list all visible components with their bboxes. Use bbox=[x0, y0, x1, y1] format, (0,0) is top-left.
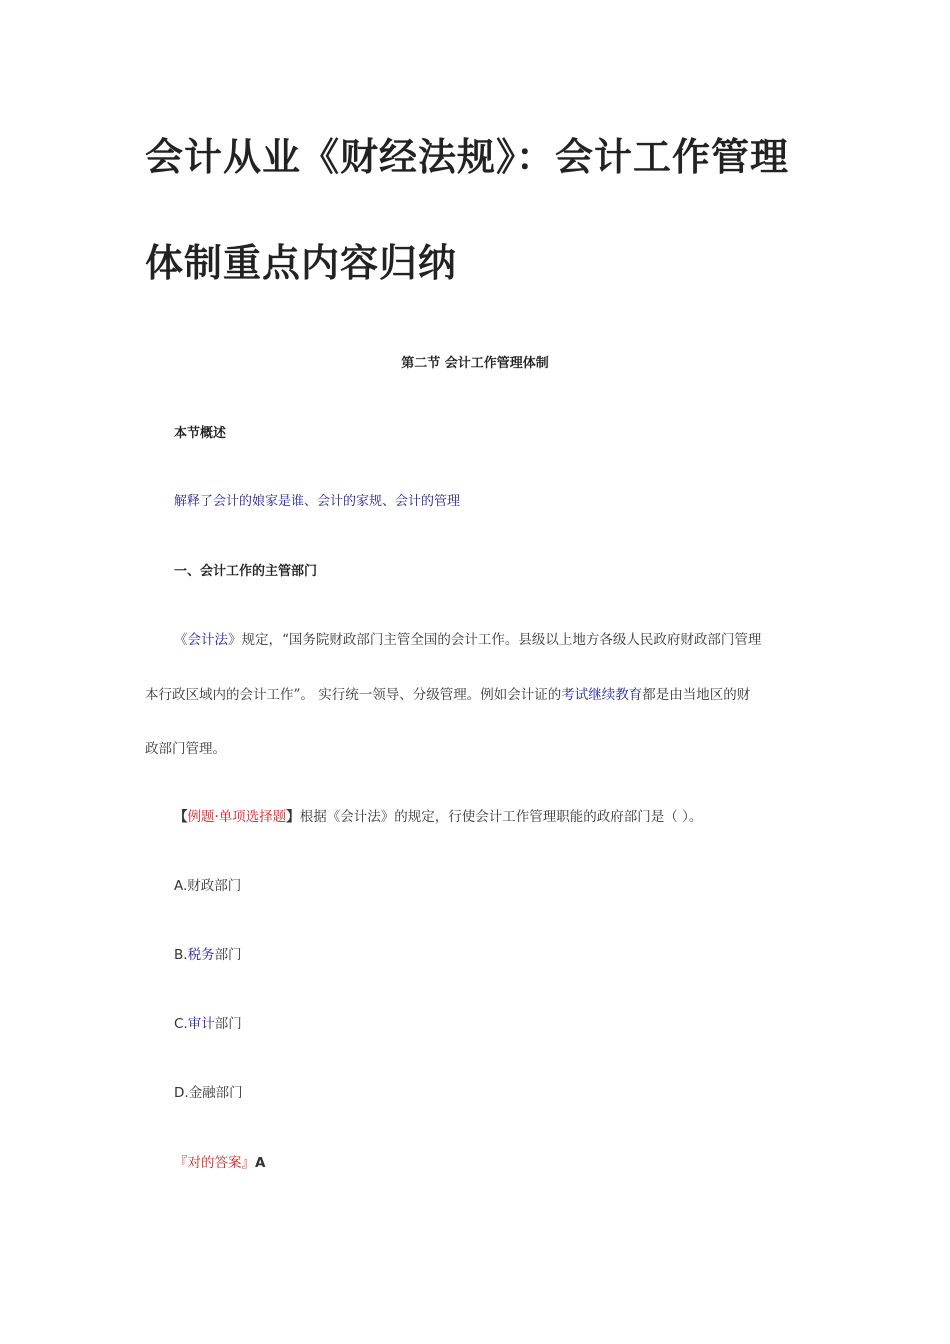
option-c bbox=[174, 1012, 242, 1032]
part1-para-line-2 bbox=[145, 683, 750, 703]
option-b bbox=[174, 943, 242, 963]
question-stem bbox=[174, 805, 702, 825]
bracket-open: 【 bbox=[174, 809, 188, 825]
tax-link[interactable]: 税务 bbox=[187, 947, 215, 963]
para-line-2-end: 都是由当地区的财 bbox=[642, 687, 751, 703]
question-type-tag: 例题·单项选择题 bbox=[187, 809, 287, 825]
option-d bbox=[174, 1081, 243, 1101]
answer-value: A bbox=[255, 1155, 266, 1171]
option-letter: A. bbox=[174, 878, 188, 894]
overview-heading: 本节概述 bbox=[174, 426, 227, 441]
accounting-law-link[interactable]: 会计法 bbox=[187, 632, 228, 648]
bracket-close: 】 bbox=[286, 809, 300, 825]
overview-text: 解释了会计的娘家是谁、会计的家规、会计的管理 bbox=[174, 494, 461, 509]
page-title-line-1: 会计从业《财经法规》：会计工作管理 bbox=[145, 135, 790, 179]
exam-education-link[interactable]: 考试继续教育 bbox=[561, 687, 643, 703]
option-text: 部门 bbox=[214, 947, 242, 963]
section-title: 第二节 会计工作管理体制 bbox=[401, 356, 549, 371]
option-text: 财政部门 bbox=[187, 878, 242, 894]
option-text: 部门 bbox=[214, 1016, 242, 1032]
audit-link[interactable]: 审计 bbox=[187, 1016, 215, 1032]
answer-open: 『 bbox=[174, 1155, 188, 1171]
part1-para-line-3: 政部门管理。 bbox=[145, 741, 226, 757]
para-line-1-text: 》规定，“国务院财政部门主管全国的会计工作。县级以上地方各级人民政府财政部门管理 bbox=[228, 632, 762, 648]
open-quote: 《 bbox=[174, 632, 188, 648]
option-letter: D. bbox=[174, 1085, 189, 1101]
part1-heading: 一、会计工作的主管部门 bbox=[174, 564, 318, 579]
answer-close: 』 bbox=[241, 1155, 255, 1171]
option-text: 金融部门 bbox=[188, 1085, 243, 1101]
answer-label: 对的答案 bbox=[187, 1155, 242, 1171]
option-letter: C. bbox=[174, 1016, 188, 1032]
option-letter: B. bbox=[174, 947, 188, 963]
page-title-line-2: 体制重点内容归纳 bbox=[145, 241, 458, 285]
part1-para-line-1 bbox=[174, 628, 761, 648]
option-a bbox=[174, 874, 241, 894]
question-text: 根据《会计法》的规定，行使会计工作管理职能的政府部门是（ ）。 bbox=[299, 809, 703, 825]
correct-answer bbox=[174, 1151, 265, 1171]
para-line-2-text: 本行政区域内的会计工作”。 实行统一领导、分级管理。例如会计证的 bbox=[145, 687, 562, 703]
